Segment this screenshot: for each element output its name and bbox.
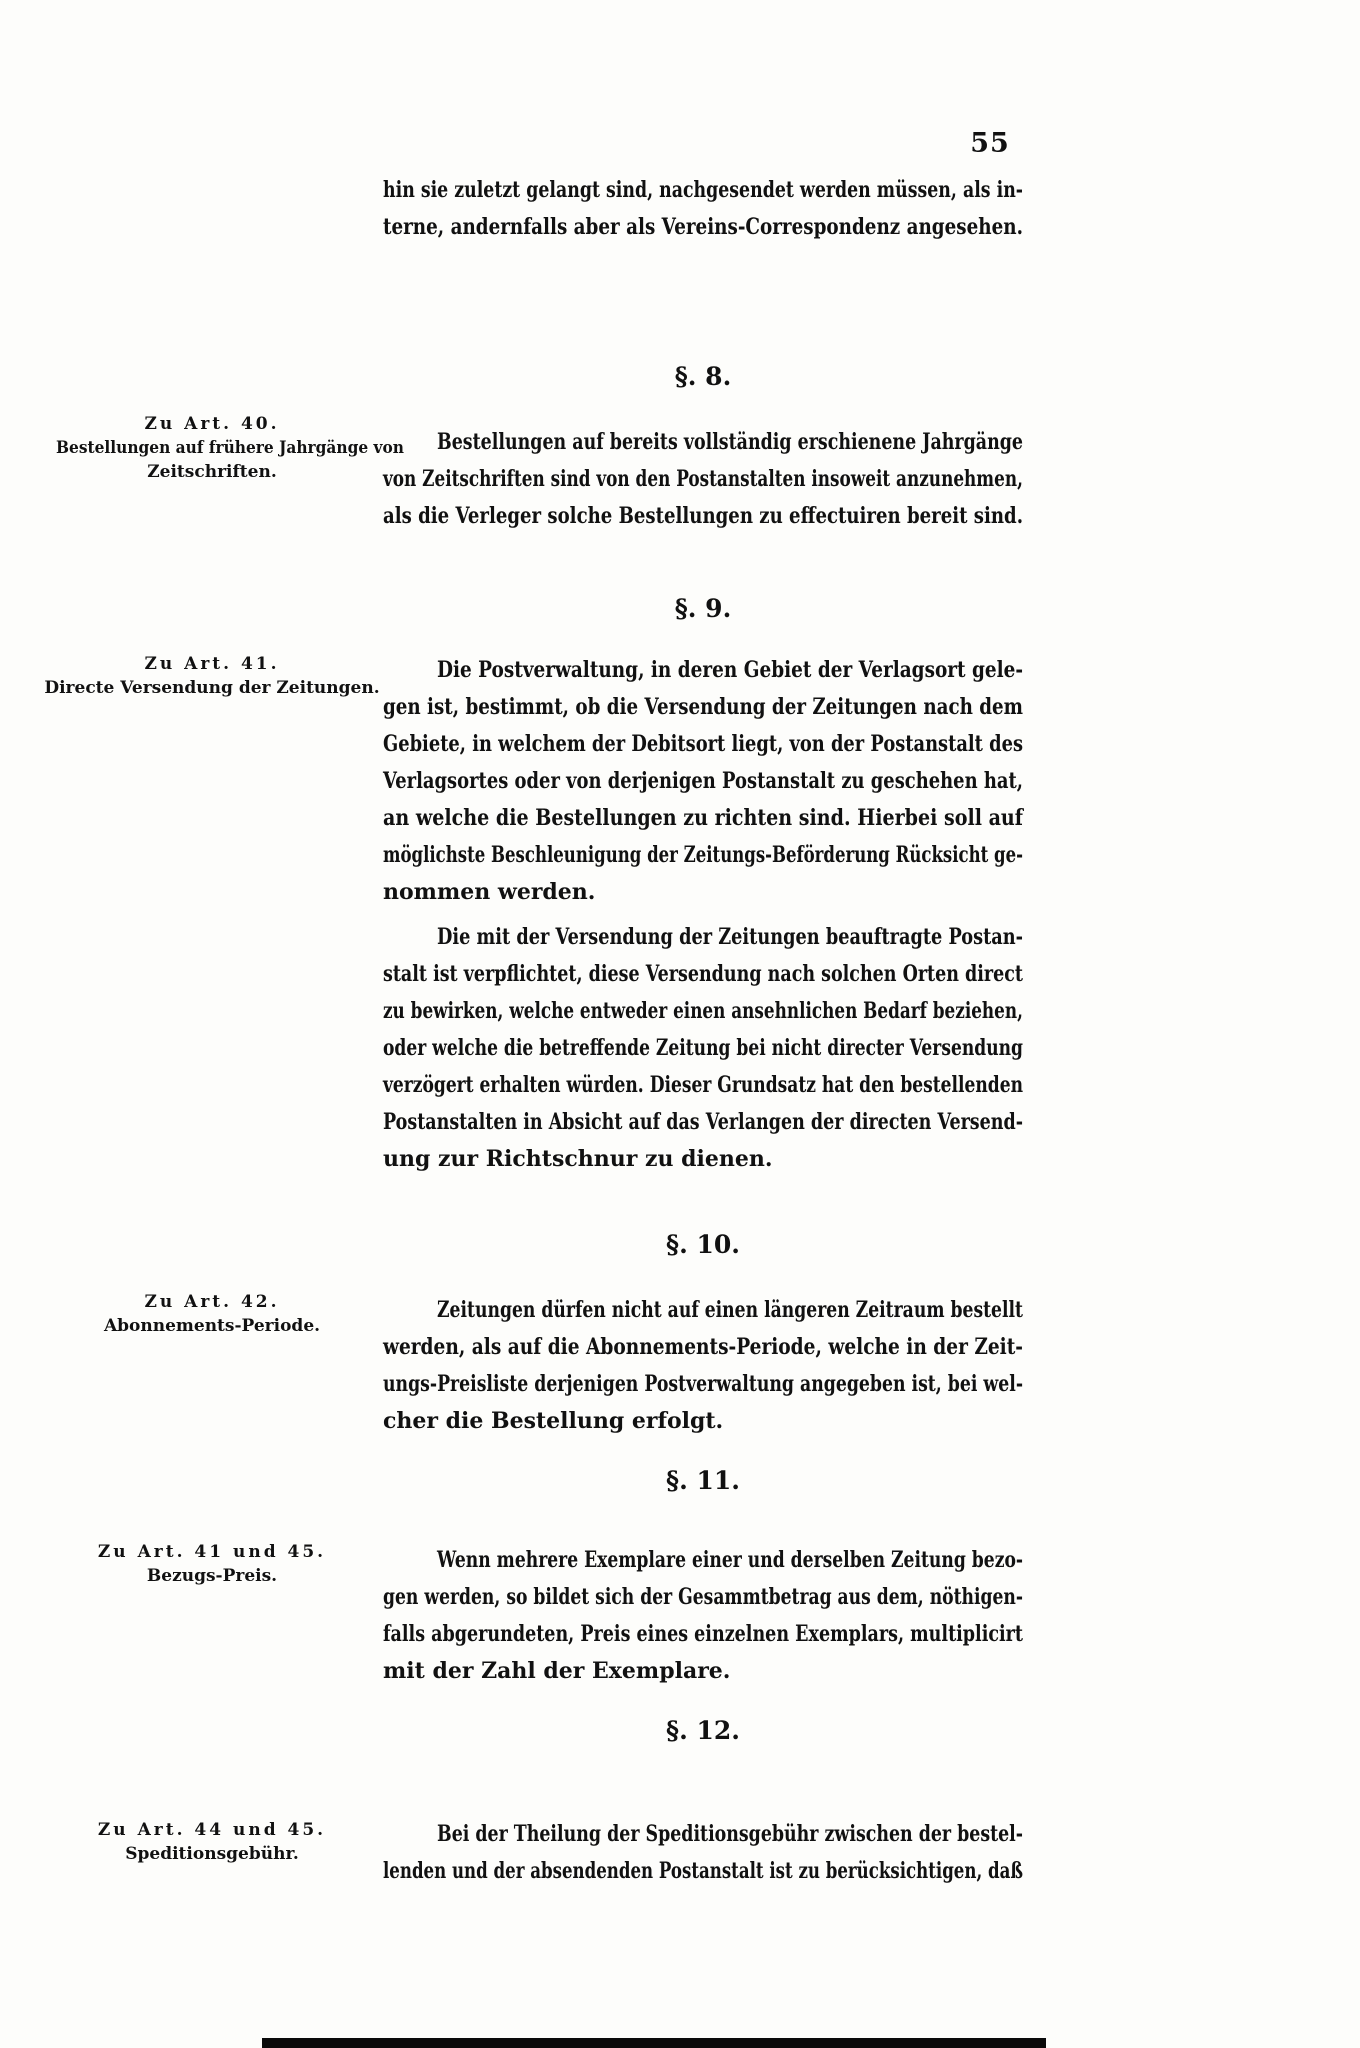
body-paragraph (383, 652, 1023, 911)
body-line: als die Verleger solche Bestellungen zu effectuiren bereit sind. (383, 503, 1023, 529)
body-paragraph (383, 172, 1023, 246)
body-line: hin sie zuletzt gelangt sind, nachgesendet werden müssen, als in- (383, 177, 1023, 203)
section-10-margin-note (38, 1290, 386, 1338)
body-line: werden, als auf die Abonnements-Periode, welche in der Zeit- (383, 1334, 1023, 1360)
continuation-body (383, 172, 1023, 254)
margin-note-line: Bezugs-Preis. (146, 1566, 278, 1586)
body-line: zu bewirken, welche entweder einen ansehnlichen Bedarf beziehen, (383, 998, 1023, 1024)
section-9-heading: §. 9. (674, 594, 732, 623)
section-12-heading: §. 12. (666, 1716, 740, 1745)
page-number: 55 (970, 128, 1010, 159)
section-11-body (383, 1542, 1023, 1698)
section-11-margin-note (38, 1540, 386, 1588)
section-10-heading: §. 10. (666, 1230, 740, 1259)
body-line: Bestellungen auf bereits vollständig erschienene Jahrgänge (437, 429, 1023, 455)
section-8-body (383, 424, 1023, 543)
section-12-margin-note (38, 1818, 386, 1866)
margin-note-line: Bestellungen auf frühere Jahrgänge von (55, 438, 404, 458)
margin-note-line: Zu Art. 42. (144, 1292, 280, 1312)
body-paragraph (383, 1292, 1023, 1440)
margin-note-line: Zu Art. 40. (144, 414, 280, 434)
body-line: gen ist, bestimmt, ob die Versendung der Zeitungen nach dem (383, 694, 1023, 720)
body-line: Bei der Theilung der Speditionsgebühr zwischen der bestel- (437, 1821, 1023, 1847)
body-line: Die mit der Versendung der Zeitungen beauftragte Postan- (437, 924, 1023, 950)
body-line: oder welche die betreffende Zeitung bei nicht directer Versendung (383, 1035, 1023, 1061)
body-paragraph (383, 919, 1023, 1178)
section-12-body (383, 1816, 1023, 1898)
body-paragraph (383, 1816, 1023, 1890)
margin-note-line: Directe Versendung der Zeitungen. (44, 678, 380, 698)
body-line: Die Postverwaltung, in deren Gebiet der Verlagsort gele- (437, 657, 1023, 683)
body-line: gen werden, so bildet sich der Gesammtbetrag aus dem, nöthigen- (383, 1584, 1023, 1610)
section-10-body (383, 1292, 1023, 1448)
body-line: ung zur Richtschnur zu dienen. (383, 1146, 773, 1172)
margin-note-line: Zu Art. 44 und 45. (97, 1820, 327, 1840)
margin-note-line: Zu Art. 41 und 45. (97, 1542, 327, 1562)
body-line: Verlagsortes oder von derjenigen Postanstalt zu geschehen hat, (383, 768, 1023, 794)
body-line: möglichste Beschleunigung der Zeitungs-Beförderung Rücksicht ge- (383, 842, 1023, 868)
body-line: Wenn mehrere Exemplare einer und derselben Zeitung bezo- (437, 1547, 1023, 1573)
body-line: Zeitungen dürfen nicht auf einen längeren Zeitraum bestellt (437, 1297, 1023, 1323)
section-8-heading: §. 8. (674, 362, 732, 391)
body-line: falls abgerundeten, Preis eines einzelnen Exemplars, multiplicirt (383, 1621, 1023, 1647)
body-line: Gebiete, in welchem der Debitsort liegt, von der Postanstalt des (383, 731, 1023, 757)
section-9-margin-note (38, 652, 386, 700)
margin-note-line: Abonnements-Periode. (103, 1316, 321, 1336)
body-line: lenden und der absendenden Postanstalt ist zu berücksichtigen, daß (383, 1858, 1023, 1884)
body-line: stalt ist verpflichtet, diese Versendung nach solchen Orten direct (383, 961, 1023, 987)
body-line: ungs-Preisliste derjenigen Postverwaltung angegeben ist, bei wel- (383, 1371, 1023, 1397)
body-line: cher die Bestellung erfolgt. (383, 1408, 724, 1434)
body-line: Postanstalten in Absicht auf das Verlangen der directen Versend- (383, 1109, 1023, 1135)
body-paragraph (383, 1542, 1023, 1690)
body-paragraph (383, 424, 1023, 535)
body-line: von Zeitschriften sind von den Postanstalten insoweit anzunehmen, (383, 466, 1023, 492)
section-8-margin-note (38, 412, 404, 484)
section-9-body (383, 652, 1023, 1186)
margin-note-line: Speditionsgebühr. (125, 1844, 299, 1864)
body-line: nommen werden. (383, 879, 596, 905)
section-11-heading: §. 11. (666, 1466, 740, 1495)
body-line: an welche die Bestellungen zu richten sind. Hierbei soll auf (383, 805, 1023, 831)
body-line: mit der Zahl der Exemplare. (383, 1658, 731, 1684)
margin-note-line: Zeitschriften. (147, 462, 277, 482)
margin-note-line: Zu Art. 41. (144, 654, 280, 674)
scan-artifact-bar (262, 2038, 1046, 2048)
body-line: verzögert erhalten würden. Dieser Grundsatz hat den bestellenden (383, 1072, 1023, 1098)
body-line: terne, andernfalls aber als Vereins-Correspondenz angesehen. (383, 214, 1023, 240)
